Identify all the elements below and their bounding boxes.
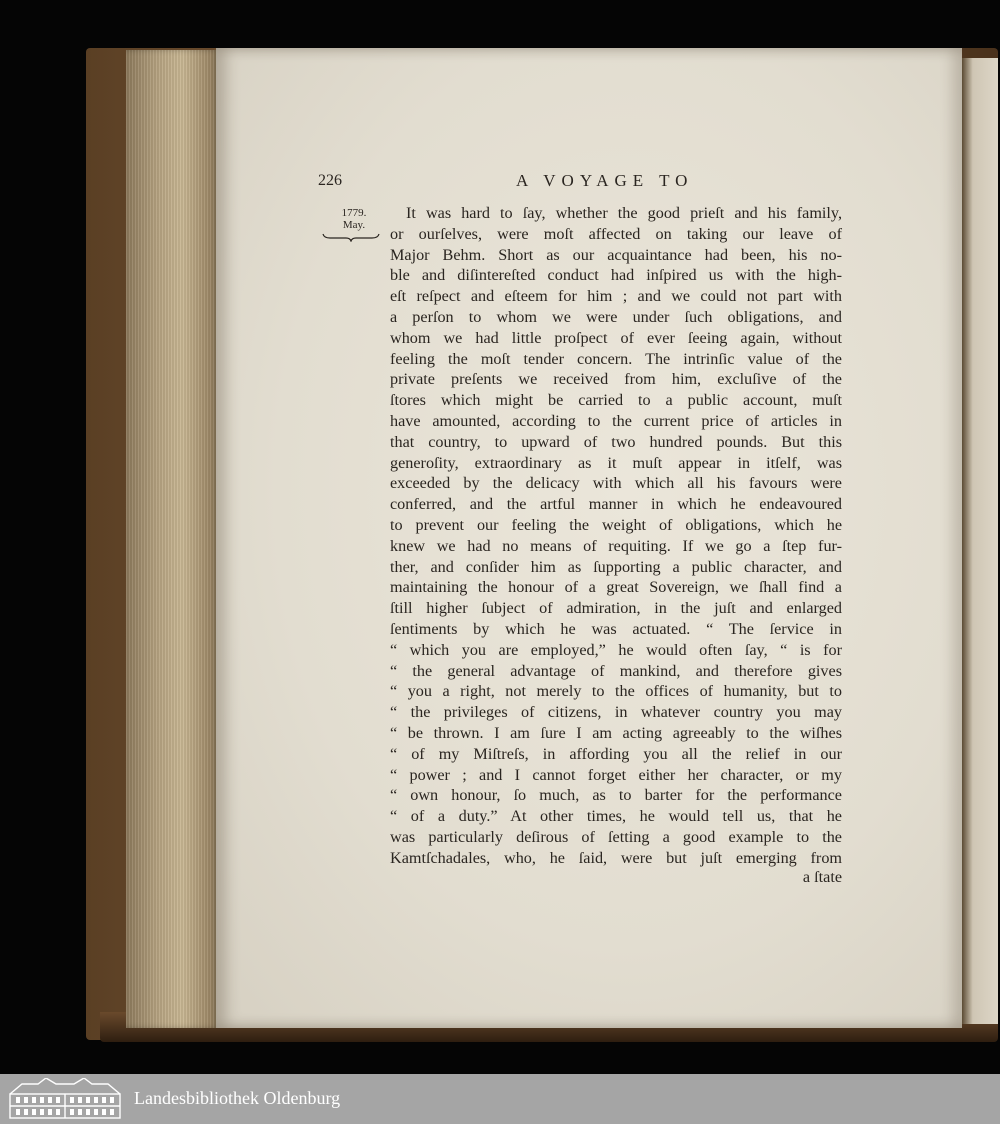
text-line: exceeded by the delicacy with which all his favours were — [390, 474, 842, 493]
page-number: 226 — [318, 172, 342, 189]
text-line: whom we had little proſpect of ever ſeeing again, without — [390, 328, 842, 347]
text-line: “ of my Miſtreſs, in affording you all the relief in our — [390, 744, 842, 763]
text-line: “ be thrown. I am ſure I am acting agreeably to the wiſhes — [390, 723, 842, 742]
text-line: generoſity, extraordinary as it muſt appear in itſelf, was — [390, 453, 842, 472]
margin-note-month: May. — [342, 219, 366, 231]
text-line: ble and diſintereſted conduct had inſpired us with the high- — [390, 266, 842, 285]
facing-page-edge — [962, 58, 998, 1024]
text-line: private preſents we received from him, excluſive of the — [390, 370, 842, 389]
body-text — [390, 203, 842, 869]
text-line: was particularly deſirous of ſetting a good example to the — [390, 827, 842, 846]
text-line: “ which you are employed,” he would often ſay, “ is for — [390, 640, 842, 659]
text-line: ſtill higher ſubject of admiration, in the juſt and enlarged — [390, 599, 842, 618]
footer-bar — [0, 1074, 1000, 1124]
text-line: “ own honour, ſo much, as to barter for the performance — [390, 786, 842, 805]
margin-note-year: 1779. — [341, 207, 367, 219]
text-line: Kamtſchadales, who, he ſaid, were but juſt emerging from — [390, 848, 842, 867]
text-line: a perſon to whom we were under ſuch obligations, and — [390, 307, 842, 326]
text-line: “ power ; and I cannot forget either her character, or my — [390, 765, 842, 784]
text-line: “ the privileges of citizens, in whatever country you may — [390, 703, 842, 722]
text-line: Major Behm. Short as our acquaintance had been, his no- — [390, 245, 842, 264]
text-line: to prevent our feeling the weight of obligations, which he — [390, 515, 842, 534]
text-line: ſtores which might be carried to a public account, muſt — [390, 391, 842, 410]
library-building-icon — [8, 1078, 122, 1120]
text-line: “ the general advantage of mankind, and therefore gives — [390, 661, 842, 680]
text-line: conferred, and the artful manner in which he endeavoured — [390, 495, 842, 514]
text-line: maintaining the honour of a great Sovereign, we ſhall find a — [390, 578, 842, 597]
text-line: It was hard to ſay, whether the good prieſt and his family, — [406, 204, 842, 222]
text-line: have amounted, according to the current price of articles in — [390, 411, 842, 430]
page-block-edges — [126, 50, 220, 1028]
text-line: or ourſelves, were moſt affected on taking our leave of — [390, 224, 842, 243]
text-line: ther, and conſider him as ſupporting a public character, and — [390, 557, 842, 576]
text-line: ſentiments by which he was actuated. “ The ſervice in — [390, 619, 842, 638]
text-line: knew we had no means of requiting. If we go a ſtep fur- — [390, 536, 842, 555]
text-line: that country, to upward of two hundred pounds. But this — [390, 432, 842, 451]
text-line: feeling the moſt tender concern. The intrinſic value of the — [390, 349, 842, 368]
running-head: A VOYAGE TO — [516, 171, 694, 190]
text-line: “ you a right, not merely to the offices of humanity, but to — [390, 682, 842, 701]
library-name: Landesbibliothek Oldenburg — [134, 1088, 341, 1108]
catchword: a ſtate — [802, 868, 842, 886]
text-line: eſt reſpect and eſteem for him ; and we could not part with — [390, 287, 842, 306]
text-line: “ of a duty.” At other times, he would tell us, that he — [390, 807, 842, 826]
margin-brace-icon — [322, 232, 380, 242]
